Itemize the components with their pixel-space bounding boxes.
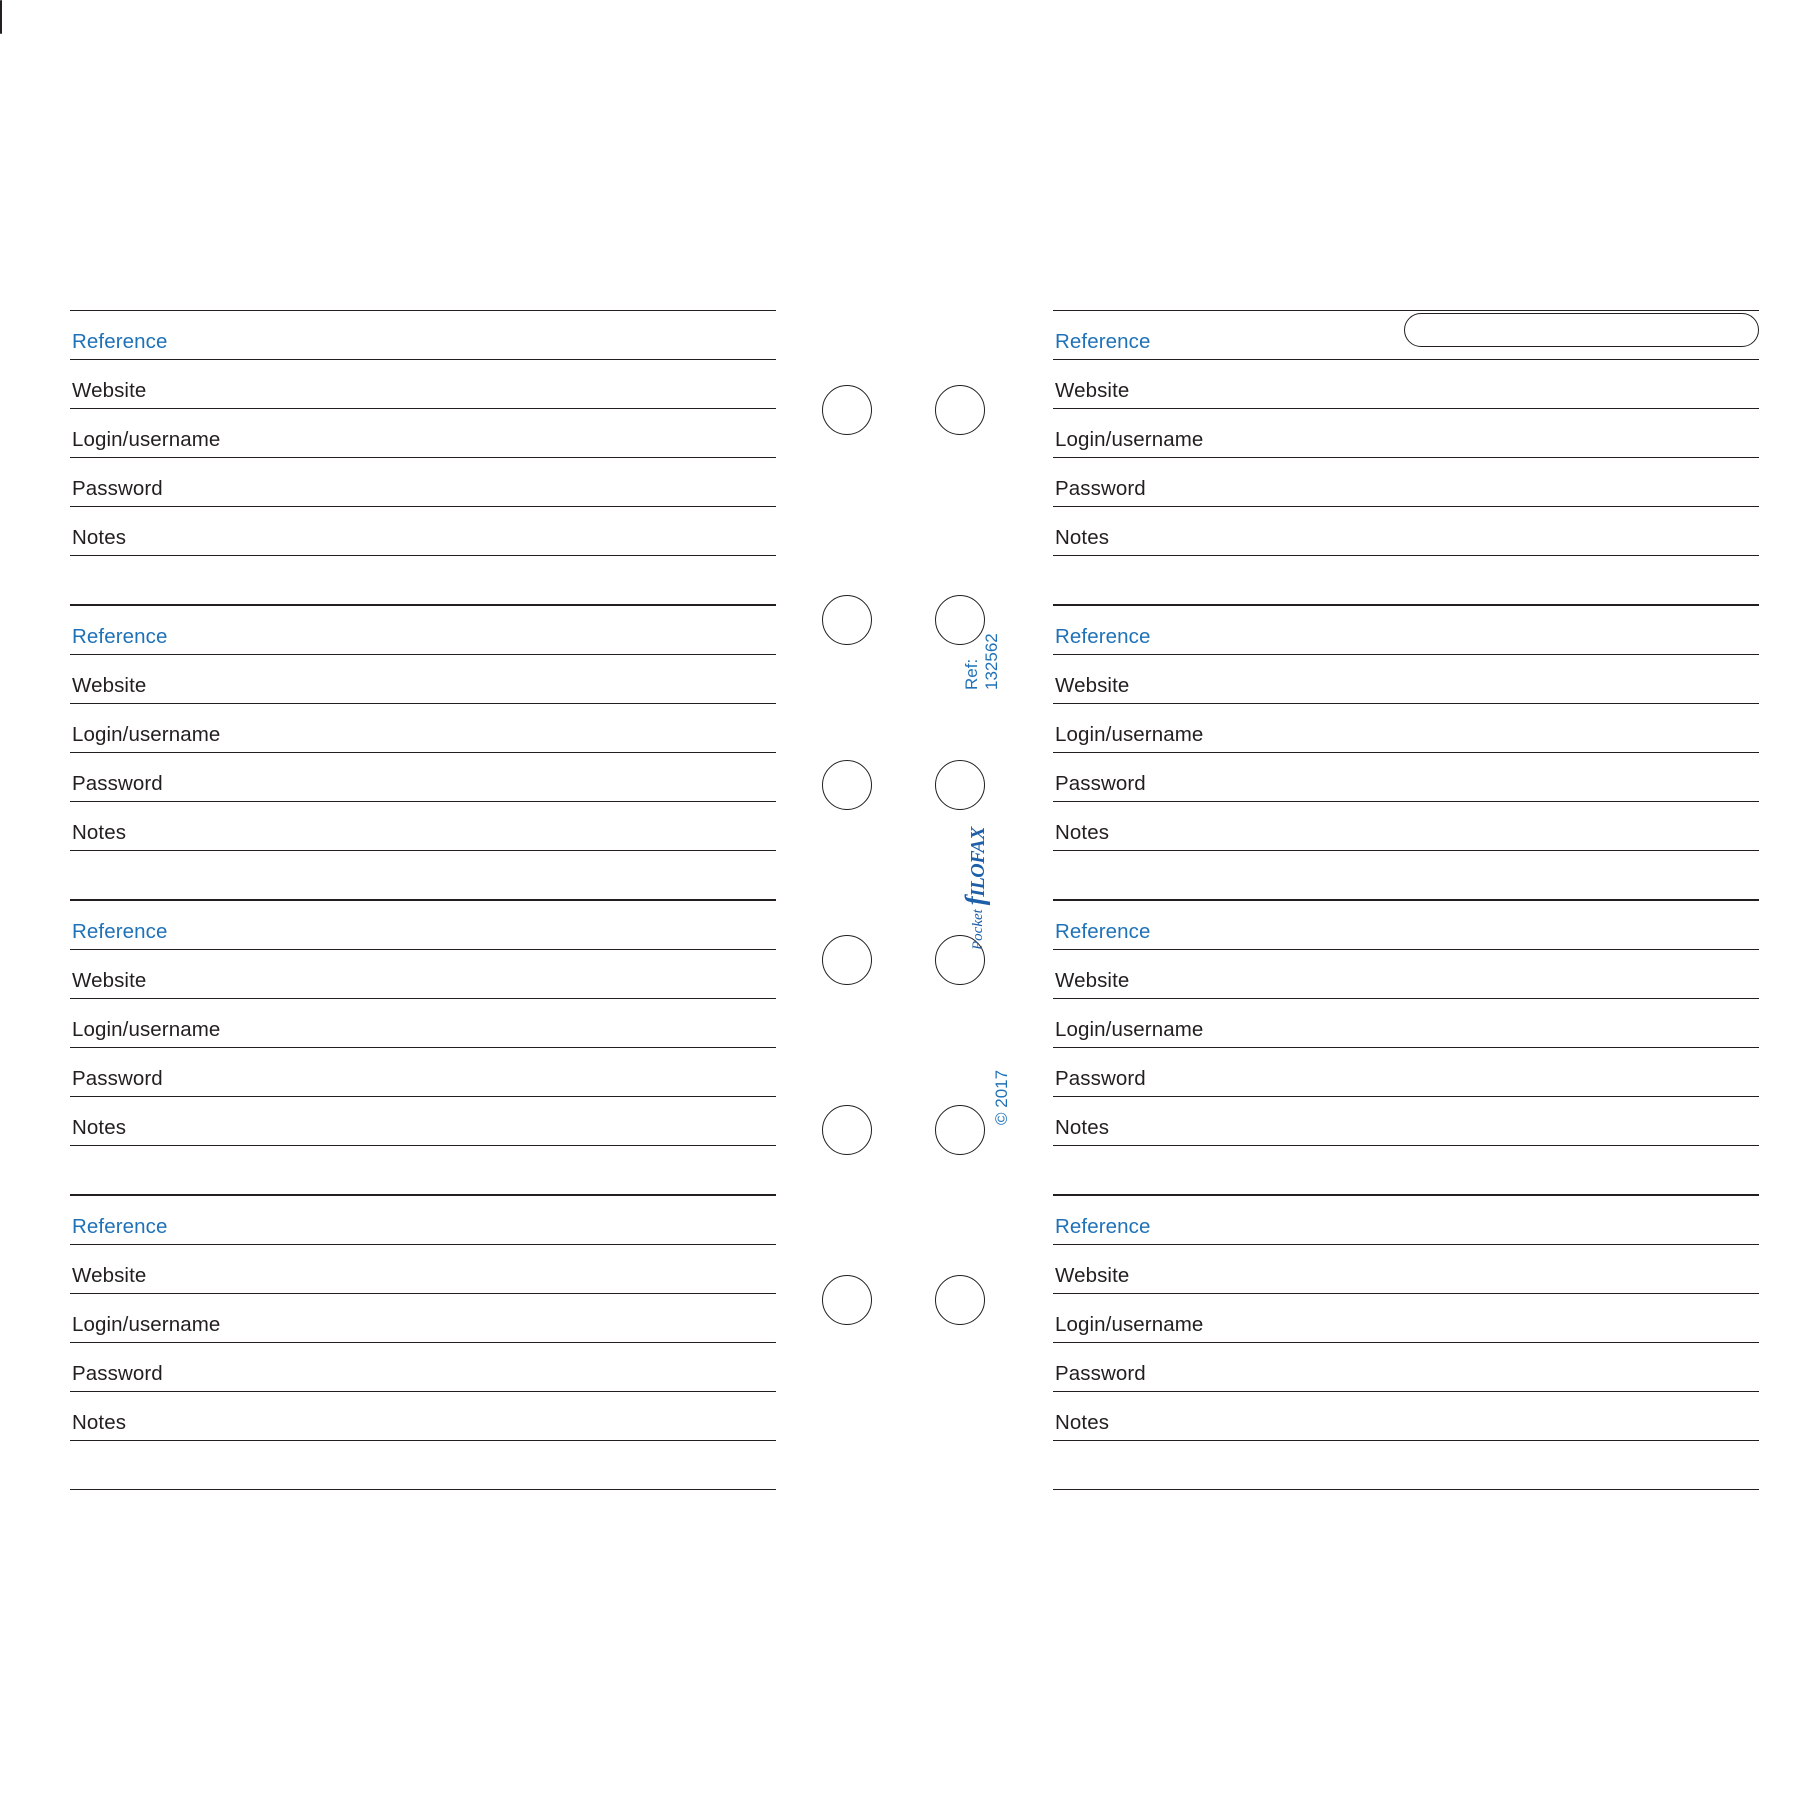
website-field-label: Website xyxy=(1055,968,1130,992)
ring-hole xyxy=(935,760,985,810)
login-field-label: Login/username xyxy=(72,722,221,746)
reference-field-label: Reference xyxy=(1055,624,1151,648)
left-login-field[interactable] xyxy=(70,704,776,753)
right-website-field[interactable] xyxy=(1053,950,1759,999)
left-notes-field[interactable] xyxy=(70,1392,776,1441)
left-reference-field[interactable] xyxy=(70,311,776,360)
left-page-column xyxy=(70,310,776,1490)
right-website-field[interactable] xyxy=(1053,360,1759,409)
left-reference-field[interactable] xyxy=(70,901,776,950)
left-notes-field[interactable] xyxy=(70,802,776,851)
website-field-label: Website xyxy=(1055,1263,1130,1287)
right-reference-field[interactable] xyxy=(1053,606,1759,655)
reference-field-label: Reference xyxy=(72,919,168,943)
reference-code-number: 132562 xyxy=(981,633,1001,690)
login-field-label: Login/username xyxy=(1055,722,1204,746)
password-field-label: Password xyxy=(72,1066,163,1090)
left-page-tab-field[interactable] xyxy=(0,0,2,34)
ring-hole xyxy=(822,1275,872,1325)
copyright-text: © 2017 xyxy=(992,1069,1011,1125)
right-page-column xyxy=(1053,310,1759,1490)
brand-size-label: Pocket xyxy=(970,909,986,950)
ring-hole xyxy=(822,385,872,435)
reference-code-label: Ref: xyxy=(962,658,981,690)
left-notes-field[interactable] xyxy=(70,1097,776,1146)
right-notes-field[interactable] xyxy=(1053,1097,1759,1146)
website-field-label: Website xyxy=(72,1263,147,1287)
ring-hole xyxy=(935,1275,985,1325)
password-field-label: Password xyxy=(72,771,163,795)
login-field-label: Login/username xyxy=(1055,1312,1204,1336)
right-website-field[interactable] xyxy=(1053,1245,1759,1294)
login-field-label: Login/username xyxy=(1055,1017,1204,1041)
password-field-label: Password xyxy=(1055,771,1146,795)
left-password-field[interactable] xyxy=(70,1343,776,1392)
right-login-field[interactable] xyxy=(1053,409,1759,458)
brand-wordmark-rest: ILOFAX xyxy=(967,827,989,897)
notes-field-label: Notes xyxy=(1055,820,1110,844)
notes-field-label: Notes xyxy=(72,1410,127,1434)
left-reference-field[interactable] xyxy=(70,606,776,655)
reference-field-label: Reference xyxy=(1055,329,1151,353)
reference-field-label: Reference xyxy=(72,329,168,353)
right-notes-continuation-line[interactable] xyxy=(1053,851,1759,900)
brand-wordmark xyxy=(960,827,990,905)
left-notes-continuation-line[interactable] xyxy=(70,851,776,900)
website-field-label: Website xyxy=(1055,378,1130,402)
password-record xyxy=(70,1195,776,1490)
reference-field-label: Reference xyxy=(1055,1214,1151,1238)
login-field-label: Login/username xyxy=(72,1312,221,1336)
ring-hole xyxy=(822,595,872,645)
filofax-logo xyxy=(960,827,991,950)
website-field-label: Website xyxy=(72,968,147,992)
password-field-label: Password xyxy=(1055,1066,1146,1090)
left-website-field[interactable] xyxy=(70,1245,776,1294)
login-field-label: Login/username xyxy=(72,427,221,451)
right-password-field[interactable] xyxy=(1053,458,1759,507)
right-login-field[interactable] xyxy=(1053,999,1759,1048)
right-password-field[interactable] xyxy=(1053,1343,1759,1392)
right-reference-field[interactable] xyxy=(1053,901,1759,950)
login-field-label: Login/username xyxy=(72,1017,221,1041)
login-field-label: Login/username xyxy=(1055,427,1204,451)
left-password-field[interactable] xyxy=(70,458,776,507)
password-field-label: Password xyxy=(1055,1361,1146,1385)
left-notes-continuation-line[interactable] xyxy=(70,1146,776,1195)
left-website-field[interactable] xyxy=(70,655,776,704)
reference-field-label: Reference xyxy=(72,1214,168,1238)
reference-field-label: Reference xyxy=(1055,919,1151,943)
left-login-field[interactable] xyxy=(70,409,776,458)
right-notes-continuation-line[interactable] xyxy=(1053,1146,1759,1195)
website-field-label: Website xyxy=(72,378,147,402)
password-record xyxy=(70,605,776,900)
right-password-field[interactable] xyxy=(1053,1048,1759,1097)
password-field-label: Password xyxy=(72,476,163,500)
password-record xyxy=(1053,1195,1759,1490)
right-notes-field[interactable] xyxy=(1053,802,1759,851)
password-record xyxy=(70,900,776,1195)
right-reference-field[interactable] xyxy=(1053,1196,1759,1245)
right-login-field[interactable] xyxy=(1053,704,1759,753)
ring-hole xyxy=(822,1105,872,1155)
right-notes-continuation-line[interactable] xyxy=(1053,1441,1759,1490)
notes-field-label: Notes xyxy=(72,820,127,844)
notes-field-label: Notes xyxy=(72,1115,127,1139)
right-notes-field[interactable] xyxy=(1053,507,1759,556)
left-login-field[interactable] xyxy=(70,999,776,1048)
left-notes-field[interactable] xyxy=(70,507,776,556)
right-website-field[interactable] xyxy=(1053,655,1759,704)
password-field-label: Password xyxy=(1055,476,1146,500)
right-password-field[interactable] xyxy=(1053,753,1759,802)
left-website-field[interactable] xyxy=(70,950,776,999)
left-login-field[interactable] xyxy=(70,1294,776,1343)
ring-hole xyxy=(935,385,985,435)
reference-field-label: Reference xyxy=(72,624,168,648)
right-login-field[interactable] xyxy=(1053,1294,1759,1343)
left-notes-continuation-line[interactable] xyxy=(70,556,776,605)
left-website-field[interactable] xyxy=(70,360,776,409)
left-reference-field[interactable] xyxy=(70,1196,776,1245)
ring-hole xyxy=(822,760,872,810)
password-record xyxy=(1053,310,1759,605)
password-field-label: Password xyxy=(72,1361,163,1385)
website-field-label: Website xyxy=(1055,673,1130,697)
password-record xyxy=(1053,605,1759,900)
password-record xyxy=(70,310,776,605)
notes-field-label: Notes xyxy=(1055,1115,1110,1139)
website-field-label: Website xyxy=(72,673,147,697)
brand-wordmark-f: f xyxy=(960,896,990,906)
notes-field-label: Notes xyxy=(72,525,127,549)
right-notes-field[interactable] xyxy=(1053,1392,1759,1441)
right-reference-field[interactable] xyxy=(1053,311,1759,360)
left-password-field[interactable] xyxy=(70,1048,776,1097)
notes-field-label: Notes xyxy=(1055,1410,1110,1434)
left-notes-continuation-line[interactable] xyxy=(70,1441,776,1490)
right-notes-continuation-line[interactable] xyxy=(1053,556,1759,605)
ring-hole xyxy=(935,1105,985,1155)
password-record xyxy=(1053,900,1759,1195)
left-password-field[interactable] xyxy=(70,753,776,802)
reference-code xyxy=(962,633,1001,690)
ring-hole xyxy=(822,935,872,985)
notes-field-label: Notes xyxy=(1055,525,1110,549)
